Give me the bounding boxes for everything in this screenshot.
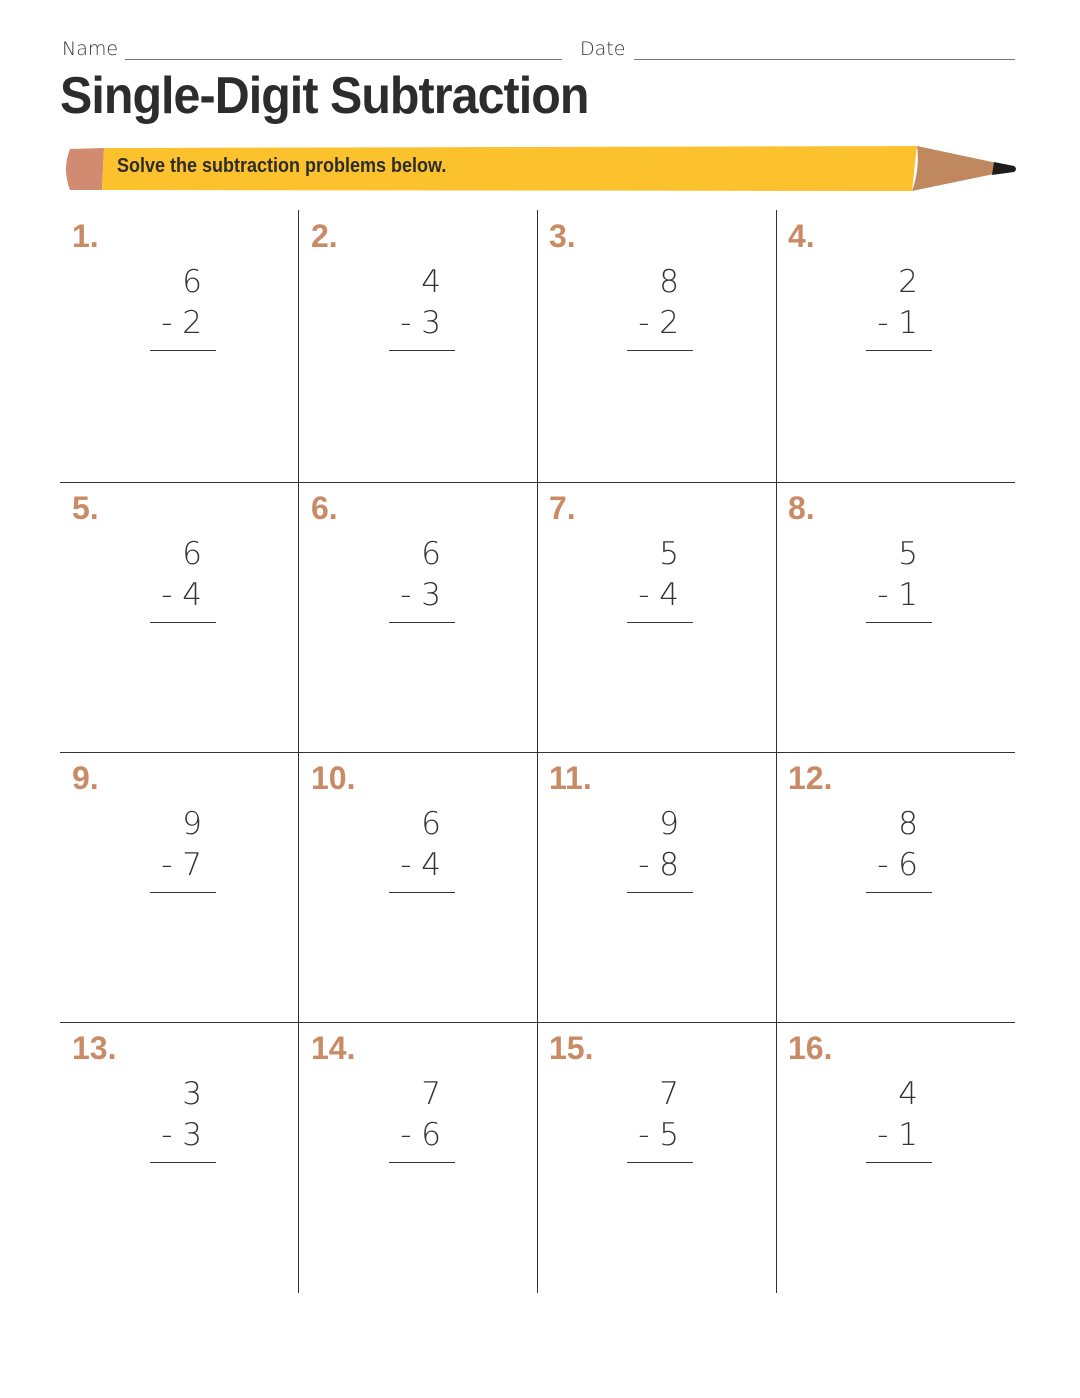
problem-number: 11. — [549, 760, 592, 796]
subtrahend: - 6 — [877, 847, 918, 883]
subtraction-problem — [389, 534, 455, 623]
answer-line[interactable] — [150, 350, 216, 351]
problem-number: 15. — [549, 1030, 594, 1066]
minuend: 8 — [898, 806, 918, 842]
problem-cell — [537, 210, 775, 480]
answer-line[interactable] — [150, 1162, 216, 1163]
subtraction-problem — [627, 804, 693, 893]
minuend: 8 — [659, 264, 679, 300]
minuend: 4 — [898, 1076, 918, 1112]
problem-number: 1. — [72, 218, 99, 254]
subtrahend: - 1 — [877, 305, 918, 341]
subtrahend: - 4 — [400, 847, 441, 883]
minuend: 6 — [182, 264, 202, 300]
subtraction-problem — [150, 534, 216, 623]
subtraction-problem — [627, 1074, 693, 1163]
minuend: 3 — [182, 1076, 202, 1112]
problem-cell — [299, 210, 537, 480]
problem-cell — [537, 752, 775, 1022]
problem-cell — [776, 752, 1014, 1022]
problem-number: 2. — [311, 218, 338, 254]
date-field[interactable] — [634, 59, 1015, 60]
problem-cell — [776, 210, 1014, 480]
problem-number: 9. — [72, 760, 99, 796]
minuend: 5 — [659, 536, 679, 572]
answer-line[interactable] — [627, 622, 693, 623]
subtrahend: - 1 — [877, 577, 918, 613]
answer-line[interactable] — [389, 622, 455, 623]
answer-line[interactable] — [389, 892, 455, 893]
subtrahend: - 4 — [638, 577, 679, 613]
minuend: 4 — [421, 264, 441, 300]
problem-cell — [299, 482, 537, 752]
minuend: 7 — [421, 1076, 441, 1112]
problem-cell — [299, 752, 537, 1022]
answer-line[interactable] — [866, 1162, 932, 1163]
minuend: 7 — [659, 1076, 679, 1112]
problem-number: 8. — [788, 490, 815, 526]
subtraction-problem — [389, 262, 455, 351]
minuend: 5 — [898, 536, 918, 572]
subtraction-problem — [866, 804, 932, 893]
minuend: 2 — [898, 264, 918, 300]
problem-grid — [60, 210, 1015, 1293]
subtraction-problem — [389, 804, 455, 893]
subtraction-problem — [866, 534, 932, 623]
minuend: 6 — [421, 536, 441, 572]
subtrahend: - 3 — [161, 1117, 202, 1153]
subtraction-problem — [150, 262, 216, 351]
answer-line[interactable] — [627, 1162, 693, 1163]
subtraction-problem — [627, 262, 693, 351]
subtrahend: - 3 — [400, 305, 441, 341]
answer-line[interactable] — [150, 622, 216, 623]
subtrahend: - 1 — [877, 1117, 918, 1153]
problem-cell — [60, 752, 298, 1022]
answer-line[interactable] — [866, 892, 932, 893]
problem-number: 6. — [311, 490, 338, 526]
answer-line[interactable] — [389, 1162, 455, 1163]
problem-cell — [299, 1022, 537, 1292]
subtrahend: - 7 — [161, 847, 202, 883]
subtrahend: - 2 — [638, 305, 679, 341]
problem-number: 13. — [72, 1030, 117, 1066]
subtraction-problem — [866, 1074, 932, 1163]
subtrahend: - 4 — [161, 577, 202, 613]
date-label: Date — [580, 38, 626, 60]
answer-line[interactable] — [866, 350, 932, 351]
subtraction-problem — [150, 804, 216, 893]
problem-number: 4. — [788, 218, 815, 254]
problem-cell — [60, 482, 298, 752]
problem-cell — [60, 210, 298, 480]
page-title: Single-Digit Subtraction — [60, 67, 589, 125]
answer-line[interactable] — [627, 350, 693, 351]
minuend: 9 — [182, 806, 202, 842]
problem-number: 5. — [72, 490, 99, 526]
subtraction-problem — [866, 262, 932, 351]
problem-number: 12. — [788, 760, 833, 796]
problem-number: 16. — [788, 1030, 833, 1066]
answer-line[interactable] — [389, 350, 455, 351]
problem-cell — [60, 1022, 298, 1292]
problem-cell — [776, 482, 1014, 752]
minuend: 6 — [182, 536, 202, 572]
subtrahend: - 5 — [638, 1117, 679, 1153]
problem-cell — [537, 1022, 775, 1292]
name-label: Name — [62, 38, 119, 60]
subtraction-problem — [150, 1074, 216, 1163]
problem-number: 10. — [311, 760, 356, 796]
minuend: 9 — [659, 806, 679, 842]
subtrahend: - 8 — [638, 847, 679, 883]
answer-line[interactable] — [627, 892, 693, 893]
problem-number: 7. — [549, 490, 576, 526]
subtrahend: - 2 — [161, 305, 202, 341]
subtrahend: - 3 — [400, 577, 441, 613]
subtraction-problem — [389, 1074, 455, 1163]
minuend: 6 — [421, 806, 441, 842]
problem-number: 14. — [311, 1030, 356, 1066]
name-field[interactable] — [125, 59, 562, 60]
problem-cell — [537, 482, 775, 752]
answer-line[interactable] — [150, 892, 216, 893]
answer-line[interactable] — [866, 622, 932, 623]
instruction-text: Solve the subtraction problems below. — [117, 155, 447, 177]
problem-cell — [776, 1022, 1014, 1292]
subtraction-problem — [627, 534, 693, 623]
problem-number: 3. — [549, 218, 576, 254]
subtrahend: - 6 — [400, 1117, 441, 1153]
